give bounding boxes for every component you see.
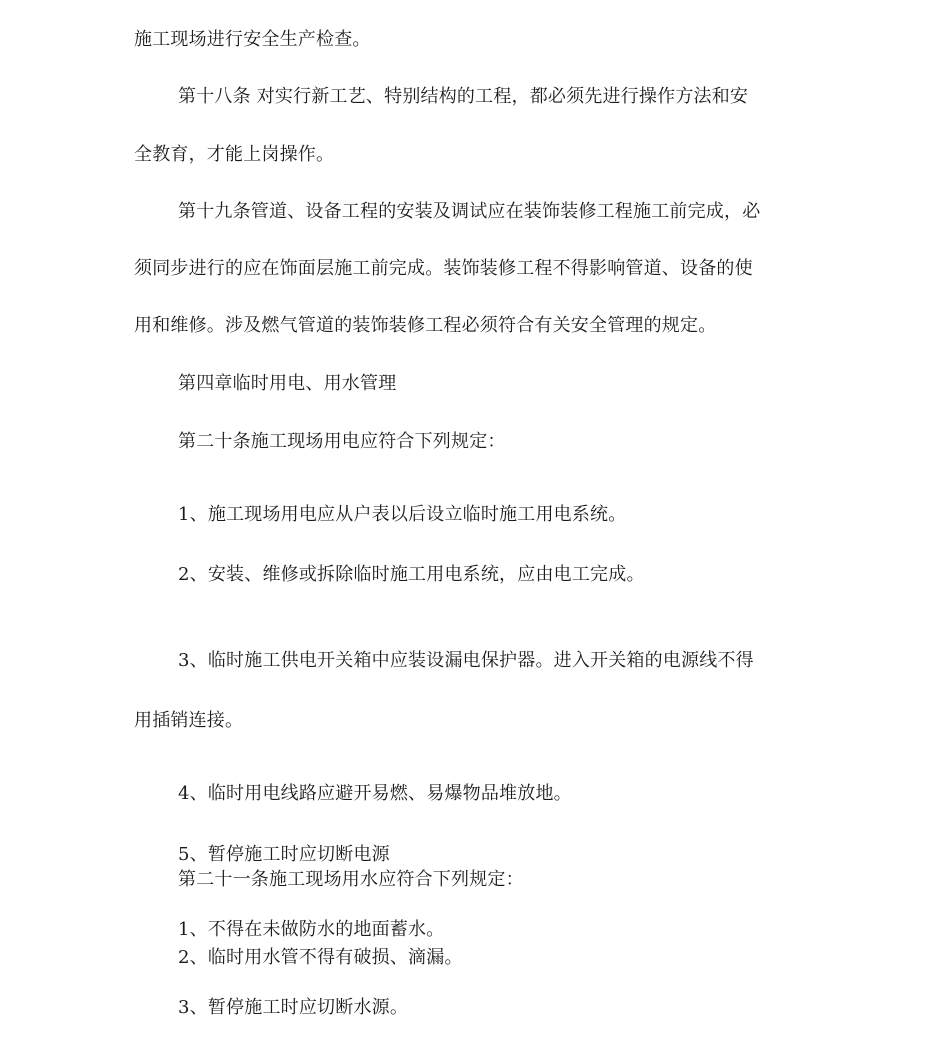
article-18-line-1: 第十八条 对实行新工艺、特别结构的工程，都必须先进行操作方法和安 bbox=[178, 86, 749, 107]
article-19-line-3: 用和维修。涉及燃气管道的装饰装修工程必须符合有关安全管理的规定。 bbox=[134, 315, 717, 336]
article-19-line-2: 须同步进行的应在饰面层施工前完成。装饰装修工程不得影响管道、设备的使 bbox=[134, 258, 753, 279]
list-item: 5、暂停施工时应切断电源 bbox=[178, 844, 390, 865]
list-item: 2、安装、维修或拆除临时施工用电系统，应由电工完成。 bbox=[178, 564, 645, 585]
chapter-4-heading: 第四章临时用电、用水管理 bbox=[178, 373, 397, 394]
text-line: 施工现场进行安全生产检查。 bbox=[134, 29, 371, 50]
list-item: 3、暂停施工时应切断水源。 bbox=[178, 997, 409, 1018]
article-19-line-1: 第十九条管道、设备工程的安装及调试应在装饰装修工程施工前完成，必 bbox=[178, 201, 761, 222]
list-item: 1、施工现场用电应从户表以后设立临时施工用电系统。 bbox=[178, 504, 627, 525]
article-21-heading: 第二十一条施工现场用水应符合下列规定： bbox=[178, 869, 524, 890]
list-item: 3、临时施工供电开关箱中应装设漏电保护器。进入开关箱的电源线不得 bbox=[178, 650, 754, 671]
article-18-line-2: 全教育，才能上岗操作。 bbox=[134, 144, 335, 165]
list-item-continuation: 用插销连接。 bbox=[134, 710, 244, 731]
list-item: 1、不得在未做防水的地面蓄水。 bbox=[178, 919, 445, 940]
list-item: 2、临时用水管不得有破损、滴漏。 bbox=[178, 947, 463, 968]
list-item: 4、临时用电线路应避开易燃、易爆物品堆放地。 bbox=[178, 783, 572, 804]
article-20-heading: 第二十条施工现场用电应符合下列规定： bbox=[178, 431, 506, 452]
